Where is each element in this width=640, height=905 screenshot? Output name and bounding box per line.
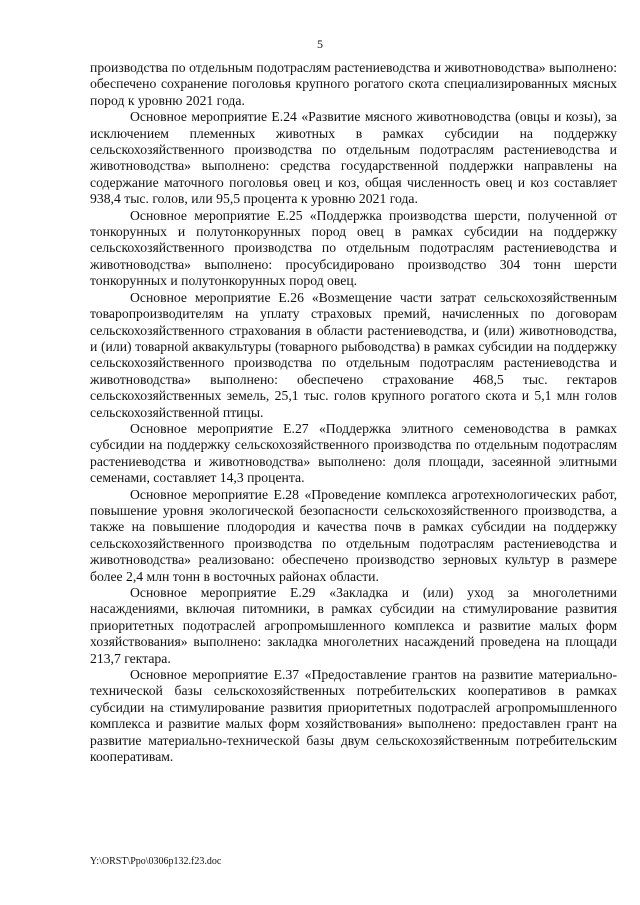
- paragraph-continuation: производства по отдельным подотраслям растениеводства и животноводства» выполнено: обеспечено сохранение поголовья крупного рогатого скота специализированных мясных пород к уровню 2021 года.: [90, 60, 617, 108]
- paragraph-e25: Основное мероприятие Е.25 «Поддержка производства шерсти, полученной от тонкорунных и полутонкорунных пород овец в рамках субсидии на поддержку сельскохозяйственного производства по отдельным подотраслям растениеводства и животноводства» выполнено: просубсидировано производство 304 тонн шерсти тонкорунных и полутонкорунных пород овец.: [90, 207, 617, 289]
- footer-file-path: Y:\ORST\Ppo\0306p132.f23.doc: [90, 856, 222, 867]
- document-body: [90, 60, 617, 765]
- paragraph-e28: Основное мероприятие Е.28 «Проведение комплекса агротехнологических работ, повышение уровня экологической безопасности сельскохозяйственного производства, а также на повышение плодородия и качества почв в рамках субсидии на поддержку сельскохозяйственного производства по отдельным подотраслям растениеводства и животноводства» реализовано: обеспечено производство зерновых культур в размере более 2,4 млн тонн в восточных районах области.: [90, 486, 617, 584]
- paragraph-e27: Основное мероприятие Е.27 «Поддержка элитного семеноводства в рамках субсидии на поддержку сельскохозяйственного производства по отдельным подотраслям растениеводства и животноводства» выполнено: доля площади, засеянной элитными семенами, составляет 14,3 процента.: [90, 420, 617, 486]
- paragraph-e37: Основное мероприятие Е.37 «Предоставление грантов на развитие материально-технической базы сельскохозяйственных потребительских кооперативов в рамках субсидии на стимулирование развития приоритетных подотраслей агропромышленного комплекса и развитие малых форм хозяйствования» выполнено: предоставлен грант на развитие материально-технической базы двум сельскохозяйственным потребительским кооперативам.: [90, 667, 617, 765]
- page-number: 5: [317, 37, 323, 51]
- paragraph-e24: Основное мероприятие Е.24 «Развитие мясного животноводства (овцы и козы), за исключением племенных животных в рамках субсидии на поддержку сельскохозяйственного производства по отдельным подотраслям растениеводства и животноводства» выполнено: средства государственной поддержки направлены на содержание маточного поголовья овец и коз, общая численность овец и коз составляет 938,4 тыс. голов, или 95,5 процента к уровню 2021 года.: [90, 109, 617, 207]
- paragraph-e29: Основное мероприятие Е.29 «Закладка и (или) уход за многолетними насаждениями, включая питомники, в рамках субсидии на стимулирование развития приоритетных подотраслей агропромышленного комплекса и развитие малых форм хозяйствования» выполнено: закладка многолетних насаждений проведена на площади 213,7 гектара.: [90, 585, 617, 666]
- paragraph-e26: Основное мероприятие Е.26 «Возмещение части затрат сельскохозяйственным товаропроизводителям на уплату страховых премий, начисленных по договорам сельскохозяйственного страхования в области растениеводства, и (или) животноводства, и (или) товарной аквакультуры (товарного рыбоводства) в рамках субсидии на поддержку сельскохозяйственного производства по отдельным подотраслям растениеводства и животноводства» выполнено: обеспечено страхование 468,5 тыс. гектаров сельскохозяйственных земель, 25,1 тыс. голов крупного рогатого скота и 5,1 млн голов сельскохозяйственной птицы.: [90, 289, 617, 420]
